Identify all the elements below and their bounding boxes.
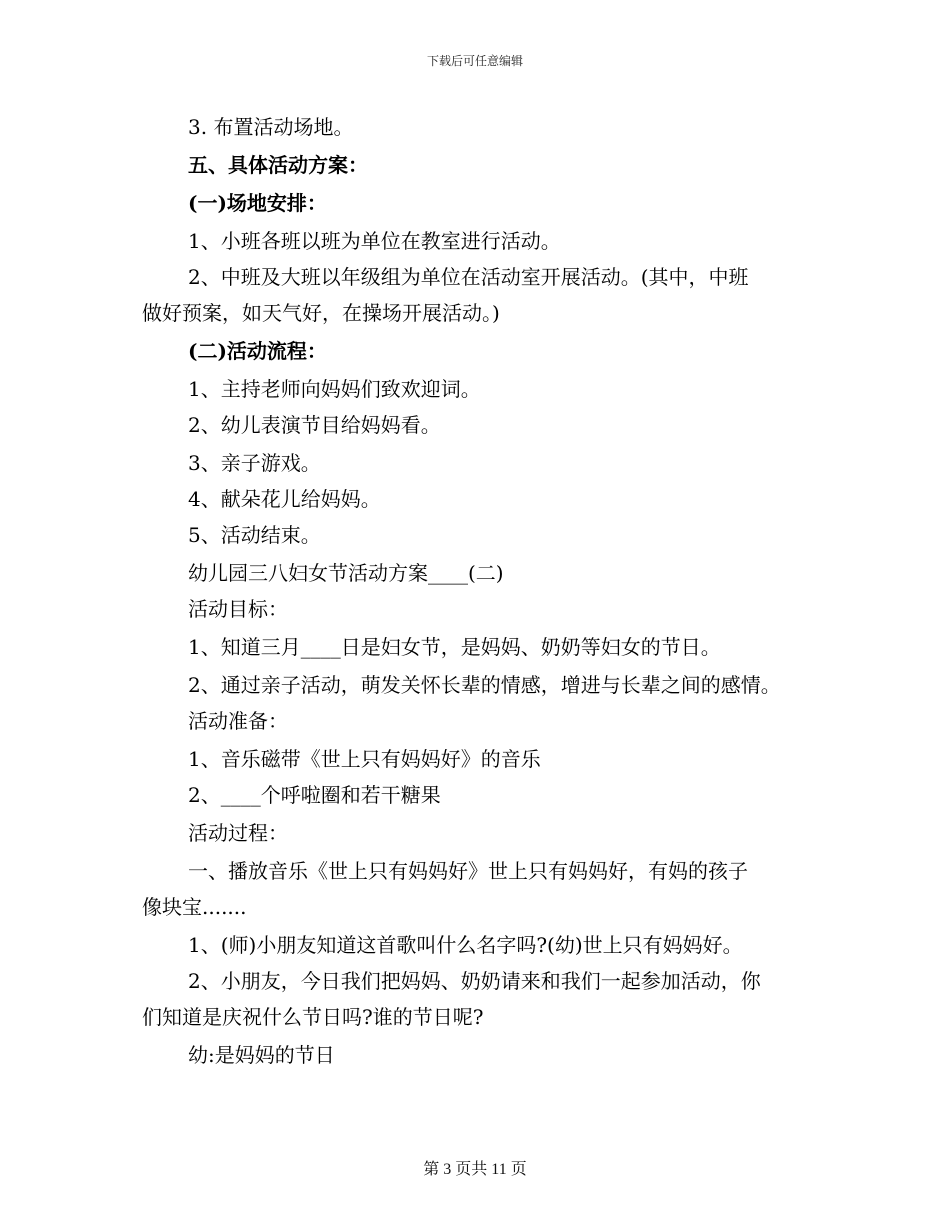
subsection-heading: (二)活动流程： [188,339,327,363]
text-line: 活动准备： [188,709,288,733]
text-line: 们知道是庆祝什么节日吗?谁的节日呢? [142,1005,484,1029]
page-header: 下载后可任意编辑 [426,54,523,68]
text-line: 1、知道三月____日是妇女节，是妈妈、奶奶等妇女的节日。 [188,635,721,659]
text-line: 做好预案，如天气好，在操场开展活动。) [142,301,500,325]
text-line: 2、中班及大班以年级组为单位在活动室开展活动。(其中，中班 [188,265,749,289]
text-line: 活动目标： [188,597,288,621]
text-line: 2、____个呼啦圈和若干糖果 [188,783,441,807]
text-line: 5、活动结束。 [188,523,321,547]
text-line: 1、(师)小朋友知道这首歌叫什么名字吗?(幼)世上只有妈妈好。 [188,933,743,957]
subsection-heading: (一)场地安排： [188,191,327,215]
text-line: 像块宝....... [142,895,247,919]
text-line: 4、献朵花儿给妈妈。 [188,487,381,511]
text-line: 3. 布置活动场地。 [188,115,354,139]
text-line: 3、亲子游戏。 [188,451,321,475]
text-line: 1、小班各班以班为单位在教室进行活动。 [188,229,561,253]
document-subtitle: 幼儿园三八妇女节活动方案____(二) [188,561,504,585]
text-line: 1、主持老师向妈妈们致欢迎词。 [188,377,481,401]
text-line: 活动过程： [188,821,288,845]
text-line: 一、播放音乐《世上只有妈妈好》世上只有妈妈好，有妈的孩子 [188,859,748,883]
text-line: 2、幼儿表演节目给妈妈看。 [188,413,441,437]
section-heading: 五、具体活动方案： [188,153,368,177]
text-line: 幼:是妈妈的节日 [188,1043,335,1067]
text-line: 2、小朋友，今日我们把妈妈、奶奶请来和我们一起参加活动，你 [188,969,761,993]
text-line: 1、音乐磁带《世上只有妈妈好》的音乐 [188,747,541,771]
text-line: 2、通过亲子活动，萌发关怀长辈的情感，增进与长辈之间的感情。 [188,673,781,697]
page-footer: 第 3 页共 11 页 [423,1161,527,1178]
